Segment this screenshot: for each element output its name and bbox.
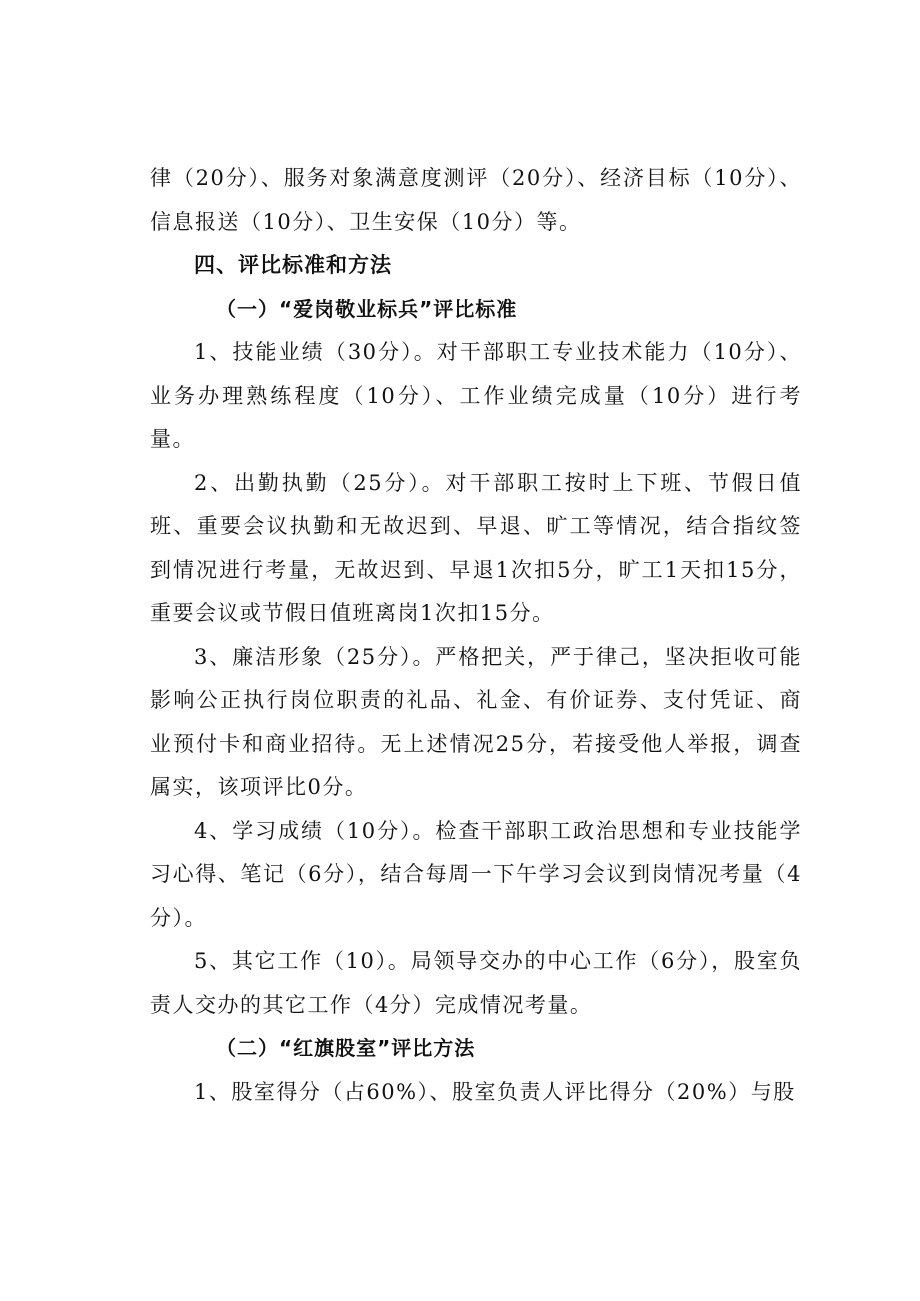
paragraph-department-score: 1、股室得分（占60%）、股室负责人评比得分（20%）与股: [194, 1079, 796, 1104]
paragraph-integrity: 3、廉洁形象（25分）。严格把关，严于律己，坚决拒收可能影响公正执行岗位职责的礼品、礼金、有价证券、支付凭证、商业预付卡和商业招待。无上述情况25分，若接受他人举报，调查属实，该项评比0分。: [150, 644, 802, 799]
subsection-heading-one: （一）“爱岗敬业标兵”评比标准: [216, 296, 518, 321]
paragraph-attendance: 2、出勤执勤（25分）。对干部职工按时上下班、节假日值班、重要会议执勤和无故迟到、早退、旷工等情况，结合指纹签到情况进行考量，无故迟到、早退1次扣5分，旷工1天扣15分，重要会议或节假日值班离岗1次扣15分。: [150, 470, 802, 625]
paragraph-skill-performance: 1、技能业绩（30分）。对干部职工专业技术能力（10分）、业务办理熟练程度（10分）、工作业绩完成量（10分）进行考量。: [150, 340, 802, 451]
paragraph-study: 4、学习成绩（10分）。检查干部职工政治思想和专业技能学习心得、笔记（6分），结合每周一下午学习会议到岗情况考量（4分）。: [150, 818, 802, 930]
paragraph-continued-criteria: 律（20分）、服务对象满意度测评（20分）、经济目标（10分）、信息报送（10分）、卫生安保（10分）等。: [150, 166, 802, 234]
subsection-heading-two: （二）“红旗股室”评比方法: [216, 1036, 476, 1060]
paragraph-other-work: 5、其它工作（10）。局领导交办的中心工作（6分），股室负责人交办的其它工作（4分）完成情况考量。: [150, 949, 802, 1017]
section-heading-four: 四、评比标准和方法: [194, 253, 392, 277]
document-body: [150, 157, 802, 1114]
